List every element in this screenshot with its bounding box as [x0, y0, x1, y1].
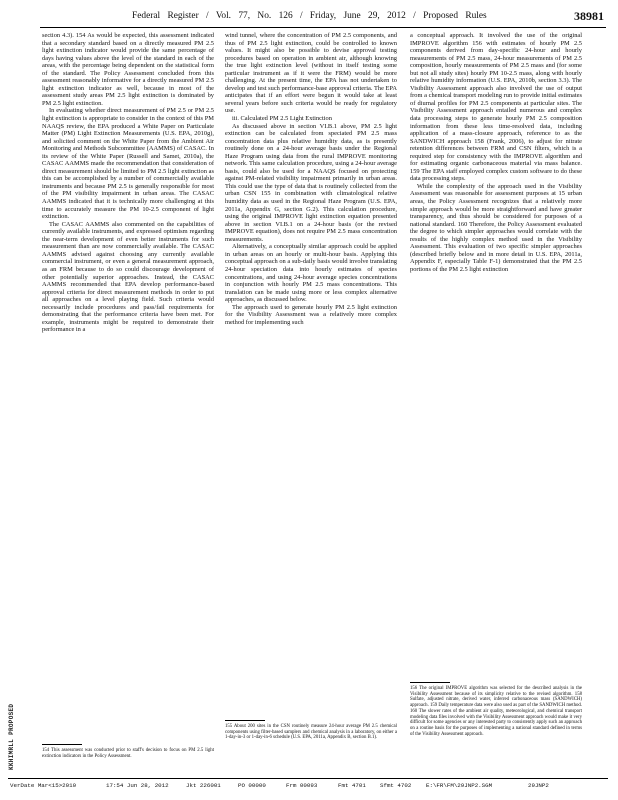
footnotes-156-160: 156 The original IMPROVE algorithm was selected for the described analysis in the Visibility Assessment because of its simplicity relative to the revised algorithm. 158 Sulfate, adjusted nitrate, derived water, inferred carbonaceous mass (SANDWICH) approach. 159 Daily temperature data were also used as part of the SANDWICH method. 160 The slower rates of the ambient air quality, meteorological, and chemical transport modeling data files involved with the Visibility Assessment approach would make it very difficult for some agencies or any interested party to consistently apply such an approach on a routine basis for the purposes of implementing a national standard defined in terms of the Visibility Assessment approach.	[410, 686, 582, 737]
footnote-155: 155 About 200 sites in the CSN routinely measure 24-hour average PM 2.5 chemical components using filter-based samplers and chemical analysis in a laboratory, on either a 1-day-in-3 or 1-day-in-6 schedule (U.S. EPA, 2011a, Appendix B, section B.1).	[225, 724, 397, 741]
header-publication-line: Federal Register / Vol. 77, No. 126 / Friday, June 29, 2012 / Proposed Rules	[132, 11, 487, 21]
running-header	[40, 8, 606, 28]
print-footer	[8, 778, 608, 791]
paragraph: section 4.3). 154 As would be expected, this assessment indicated that a secondary standard based on a directly measured PM 2.5 light extinction indicator would provide the same percentage of days having values above the level of the standard in each of the areas, with the percentage being dependent on the statistical form of the standard. The Policy Assessment concluded from this assessment reasonably informative for a directly measured PM 2.5 light extinction indicator as well, because in most of the assessment study areas PM 2.5 light extinction is dominated by PM 2.5 light extinction.	[42, 32, 214, 107]
footer-verdate: VerDate Mar<15>2010	[10, 782, 77, 789]
page-number: 38981	[574, 9, 604, 23]
footer-sfmt: Sfmt 4702	[380, 782, 412, 789]
text-column-1	[42, 32, 214, 770]
footer-time: 17:54 Jun 28, 2012	[106, 782, 169, 789]
paragraph: a conceptual approach. It involved the use of the original IMPROVE algorithm 156 with estimates of hourly PM 2.5 components derived from day-specific 24-hour and hourly measurements of PM 2.5 mass, 24-hour measurements of PM 2.5 composition, hourly measurements of PM 2.5 mass and (for some but not all study sites) hourly PM 10-2.5 mass, along with hourly relative humidity information (U.S. EPA, 2010b, section 3.3). The Visibility Assessment approach also involved the use of output from a chemical transport modeling run to provide initial estimates of diurnal profiles for PM 2.5 components at particular sites. The Visibility Assessment approach entailed numerous and complex data processing steps to generate hourly PM 2.5 composition information from these less time-resolved data, including application of a mass-closure approach, reference to as the SANDWICH approach 158 (Frank, 2006), to adjust for nitrate retention differences between FRM and CSN filters, which is a required step for consistency with the IMPROVE algorithm and for estimating organic carbonaceous material via mass balance. 159 The EPA staff employed complex custom software to do these data processing steps.	[410, 32, 582, 183]
footer-frm: Frm 00093	[286, 782, 318, 789]
margin-production-code: KKHIMRLL PROPOSED	[8, 703, 15, 770]
paragraph: As discussed above in section VI.B.1 above, PM 2.5 light extinction can be calculated from speciated PM 2.5 mass concentration data plus relative humidity data, as is presently routinely done on a 24-hour average basis under the Regional Haze Program using data from the rural IMPROVE monitoring network. This same calculation procedure, using a 24-hour average basis, could also be used for a NAAQS focused on protecting against PM-related visibility impairment primarily in urban areas. This could use the type of data that is routinely collected from the urban CSN 155 in combination with climatological relative humidity data as used in the Regional Haze Program (U.S. EPA, 2011a, Appendix G, section G.2). This calculation procedure, using the original IMPROVE light extinction equation presented above in section VI.B.1 on a 24-hour basis (or the revised IMPROVE equation), does not require PM 2.5 mass concentration measurements.	[225, 122, 397, 243]
footnote-rule	[225, 720, 265, 721]
footnote-rule	[42, 744, 82, 745]
section-subheading: iii. Calculated PM 2.5 Light Extinction	[232, 115, 332, 123]
footer-jkt: Jkt 226001	[186, 782, 221, 789]
paragraph: The CASAC AAMMS also commented on the capabilities of currently available instruments, and expressed optimism regarding the near-term development of even better instruments for such measurement than are now commercially available. The CASAC AAMMS advised against choosing any currently available commercial instrument, or even a general measurement approach, as an FRM because to do so could discourage development of other potentially superior approaches. Instead, the CASAC AAMMS recommended that EPA develop performance-based approval criteria for direct measurement methods in order to put all approaches on a level playing field. Such criteria would necessarily include procedures and pass/fail requirements for demonstrating that the performance criteria have been met. For example, instruments might be required to demonstrate their performance in a	[42, 220, 214, 334]
footnote-rule	[410, 682, 450, 683]
paragraph: In evaluating whether direct measurement of PM 2.5 or PM 2.5 light extinction is appropriate to consider in the context of this PM NAAQS review, the EPA produced a White Paper on Particulate Matter (PM) Light Extinction Measurements (U.S. EPA, 2010g), and solicited comment on the White Paper from the Ambient Air Monitoring and Methods Subcommittee (AAMMS) of CASAC. In its review of the White Paper (Russell and Samet, 2010a), the CASAC AAMMS made the recommendation that consideration of direct measurement should be limited to PM 2.5 light extinction as this can be accomplished by a number of commercially available instruments and because PM 2.5 is generally responsible for most of the PM visibility impairment in urban areas. The CASAC AAMMS indicated that it is technically more challenging at this time to accurately measure the PM 10-2.5 component of light extinction.	[42, 107, 214, 221]
footer-file: E:\FR\FM\29JNP2.SGM	[426, 782, 493, 789]
text-column-3	[410, 32, 582, 770]
footer-po: PO 00000	[238, 782, 266, 789]
footnote-block-1	[42, 744, 214, 759]
paragraph: While the complexity of the approach used in the Visibility Assessment was reasonable for assessment purposes at 15 urban areas, the Policy Assessment recognizes that a relatively more simple approach would be more straightforward and have greater transparency, and thus should be considered for purposes of a national standard. 160 Therefore, the Policy Assessment evaluated the degree to which simpler approaches would correlate with the results of the highly complex method used in the Visibility Assessment. This evaluation of two specific simpler approaches (described briefly below and in more detail in U.S. EPA, 2011a, Appendix F, especially Table F-1) demonstrated that the PM 2.5 portions of the PM 2.5 light extinction	[410, 182, 582, 273]
footnote-block-3	[410, 682, 582, 737]
footnote-block-2	[225, 720, 397, 741]
footnote-154: 154 This assessment was conducted prior to staff's decision to focus on PM 2.5 light extinction indicators in the Policy Assessment.	[42, 748, 214, 759]
paragraph: The approach used to generate hourly PM 2.5 light extinction for the Visibility Assessment was a relatively more complex method for implementing such	[225, 303, 397, 326]
text-column-2	[225, 32, 397, 770]
paragraph: Alternatively, a conceptually similar approach could be applied in urban areas on an hourly or multi-hour basis. Applying this conceptual approach on a sub-daily basis would involve translating 24-hour speciation data into hourly estimates of species concentrations, and using 24-hour average species concentrations in conjunction with hourly PM 2.5 mass concentrations. This translation can be made using more or less complex alternative approaches, as discussed below.	[225, 243, 397, 304]
paragraph: wind tunnel, where the concentration of PM 2.5 components, and thus of PM 2.5 light extinction, could be controlled to known values. It might also be possible to devise approval testing procedures based on operation in ambient air, although knowing the true light extinction level (without in itself testing some particular instrument as if it were the FRM) would be more challenging. At the present time, the EPA has not undertaken to develop and test such performance-base approval criteria. The EPA anticipates that if an effort were begun it would take at least several years before such criteria would be ready for regulatory use.	[225, 32, 397, 115]
footer-fmt: Fmt 4701	[338, 782, 366, 789]
footer-code: 29JNP2	[528, 782, 549, 789]
